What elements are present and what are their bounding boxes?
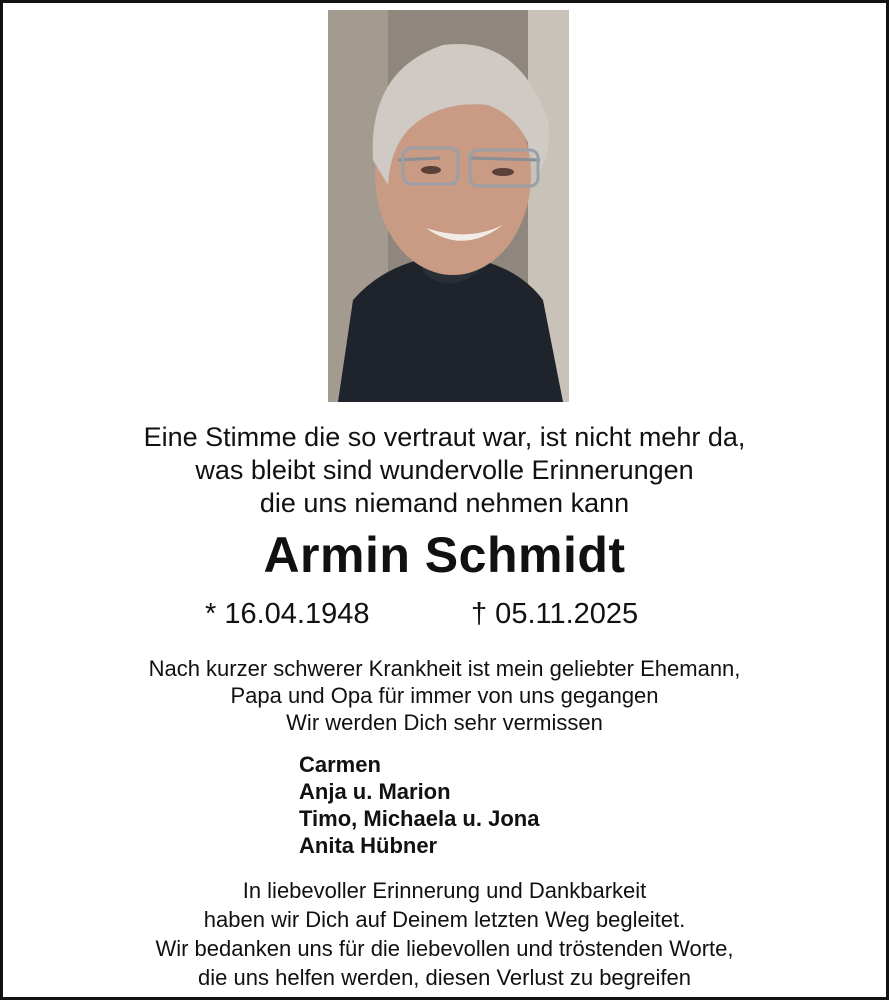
birth-date: * 16.04.1948 xyxy=(205,598,370,630)
portrait-illustration xyxy=(328,10,569,402)
memorial-verse xyxy=(3,421,886,520)
message-line: Nach kurzer schwerer Krankheit ist mein geliebter Ehemann, xyxy=(148,656,741,681)
verse-line: was bleibt sind wundervolle Erinnerungen xyxy=(195,455,694,485)
verse-line: die uns niemand nehmen kann xyxy=(259,488,630,518)
deceased-name: Armin Schmidt xyxy=(263,527,626,583)
mourner-name: Carmen xyxy=(299,752,381,777)
message-line: Wir werden Dich sehr vermissen xyxy=(286,710,603,735)
thanks-message xyxy=(3,876,886,992)
mourner-name: Anja u. Marion xyxy=(299,779,451,804)
thanks-line: die uns helfen werden, diesen Verlust zu begreifen xyxy=(198,965,691,990)
message-line: Papa und Opa für immer von uns gegangen xyxy=(230,683,659,708)
farewell-message xyxy=(3,655,886,736)
death-date: † 05.11.2025 xyxy=(471,598,639,630)
mourner-name: Timo, Michaela u. Jona xyxy=(299,806,540,831)
portrait-photo xyxy=(328,10,569,402)
thanks-line: Wir bedanken uns für die liebevollen und tröstenden Worte, xyxy=(155,936,734,961)
thanks-line: haben wir Dich auf Deinem letzten Weg begleitet. xyxy=(203,907,686,932)
mourners-list xyxy=(299,751,539,859)
mourner-name: Anita Hübner xyxy=(299,833,438,858)
verse-line: Eine Stimme die so vertraut war, ist nicht mehr da, xyxy=(143,422,746,452)
thanks-line: In liebevoller Erinnerung und Dankbarkeit xyxy=(242,878,647,903)
